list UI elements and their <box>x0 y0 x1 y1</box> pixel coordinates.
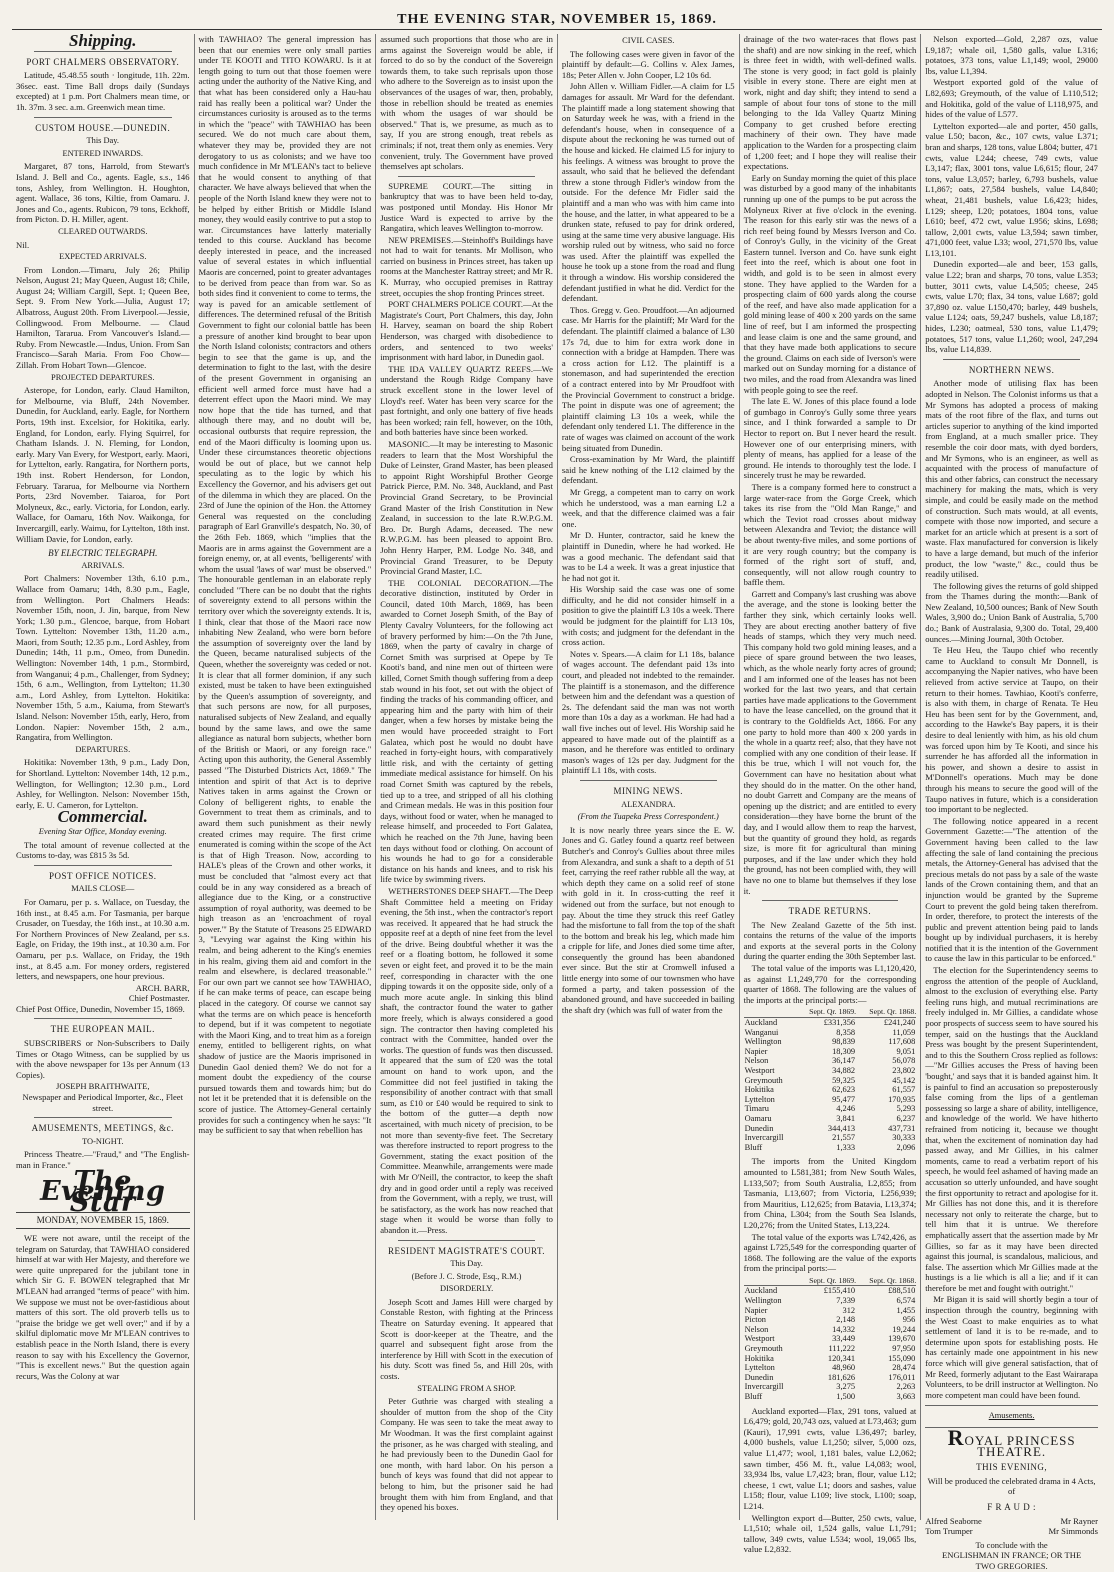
post-office-signoff: Chief Post Office, Dunedin, November 15, 1869. <box>16 1003 185 1014</box>
imports-port-cell: Nelson <box>744 1056 769 1066</box>
disorderly-heading: DISORDERLY. <box>439 1284 494 1294</box>
imports-row <box>744 1047 917 1057</box>
englishman-title: ENGLISHMAN IN FRANCE; OR THE <box>941 1550 1082 1561</box>
trade-text-3: The imports from the United Kingdom amounted to L581,381; from New South Wales, L133,507; from South Australia, L2,855; from Tasmania, L13,607; from Victoria, L256,939; from Mauritius, L12,625; from Batavia, L13,374; from China, L304; from the South Sea Islands, L20,276; from the United States, L13,224. <box>743 1156 917 1230</box>
imports-value-cell: 3,841 <box>836 1113 856 1123</box>
rm-court-before: (Before J. C. Strode, Esq., R.M.) <box>411 1271 522 1281</box>
exports-col-1868: Sept. Qr. 1868. <box>856 1276 916 1286</box>
amusements-heading-right: Amusements. <box>988 1411 1035 1421</box>
exports-value-cell: 33,449 <box>832 1334 856 1344</box>
postmaster-name: ARCH. BARR, <box>135 982 190 993</box>
stealing-text: Peter Guthrie was charged with stealing a shoulder of mutton from the shop of the City Company. He was seen to take the meat away to Mr Woodman. It was the first complaint against the prisoner, as he was charged with stealing, and he had previously been to the Dunedin Gaol for one month, with hard labor. On his person a bunch of keys was found that did not appear to belong to him, but the prisoner said he had brought them with him from England, and that they opened his boxes. <box>380 1396 553 1513</box>
exports-row <box>744 1344 917 1354</box>
observatory-heading: PORT CHALMERS OBSERVATORY. <box>26 56 180 67</box>
imports-value-cell: 30,333 <box>892 1133 916 1143</box>
lyttelton-exports: Lyttelton exported—ale and porter, 450 galls, value L50; bacon, &c., 107 cwts, value L371; bran and sharps, 128 tons, value L804; butter, 471 cwts, value L244; cheese, 749 cwts, value L3,147; flax, 3001 tons, value L6,615; flour, 247 tons, value L3,057; barley, 6,793 bushels, value L1,867; oats, 27,584 bushels, value L4,840; wheat, 21,481 bushels, value L6,423; hides, L129; sheep, L20; potatoes, 1804 tons, value L610; beef, 472 cwt, value L956; skins, L698; tallow, 2,001 cwts, value L3,594; sawn timber, 471,000 feet, value L33; wool, 271,570 lbs, value L13,101. <box>925 120 1098 258</box>
imports-value-cell: 11,059 <box>892 1027 916 1037</box>
imports-port-cell: Timaru <box>744 1104 769 1114</box>
exports-value-cell: 176,011 <box>888 1372 916 1382</box>
projected-departures-heading: PROJECTED DEPARTURES. <box>51 372 155 382</box>
exports-port-cell: Dunedin <box>744 1372 774 1382</box>
imports-col-port <box>744 1007 796 1017</box>
imports-row <box>744 1056 917 1066</box>
divider <box>398 1240 535 1241</box>
exports-port-cell: Wellington <box>744 1296 782 1306</box>
this-evening: THIS EVENING, <box>976 1462 1048 1473</box>
mining-continued-1: drainage of the two water-races that flows past the shaft) and are now sinking in the reef, which is three feet in width, with well-defined walls. The stone is very good; in fact gold is plainly visible in every stone. There are eight men at work, night and day shift; they intend to send a sample of about four tons of stone to the mill belonging to the Ida Valley Quartz Mining Company to get crushed before erecting machinery of their own. They have made application to the Warden for a prospecting claim of 1,200 feet; and I hope they will realise their expectations. <box>743 34 917 172</box>
masthead-title: THE EVENING STAR, NOVEMBER 15, 1869. <box>397 11 717 27</box>
imports-value-cell: 18,309 <box>832 1046 856 1056</box>
civil-case-7: His Worship said the case was one of some difficulty, and he did not consider himself in a position to give the plaintiff L3 10s a week. There would be judgment for the plaintiff for L13 10s, with costs; and judgment for the defendant in the cross action. <box>561 584 735 648</box>
exports-value-cell: 139,670 <box>888 1334 916 1344</box>
fraud-title: F R A U D : <box>987 1501 1036 1512</box>
column-2 <box>194 34 376 1520</box>
exports-value-cell: 6,574 <box>896 1296 916 1306</box>
imports-row <box>744 1104 917 1114</box>
imports-value-cell: 98,839 <box>832 1037 856 1047</box>
theatre-drop-cap: R <box>947 1425 965 1450</box>
divider <box>580 780 717 781</box>
exports-row <box>744 1286 917 1296</box>
trade-text-2: The total value of the imports was L1,120,420, as against L1,249,770 for the corresponding quarter of 1868. The following are the values of the imports at the principal ports:— <box>743 963 917 1005</box>
imports-row <box>744 1085 917 1095</box>
civil-cases-heading: CIVIL CASES. <box>622 36 675 45</box>
theatre-name: OYAL PRINCESS THEATRE. <box>964 1433 1076 1459</box>
mining-source: (From the Tuapeka Press Correspondent.) <box>577 812 719 822</box>
northern-news-1: Another mode of utilising flax has been adopted in Nelson. The Colonist informs us that a Mr Symons has adopted a process of making mats of the root fibre of the flax, and turns out articles superior to anything of the kind imported from England, at a much smaller price. They resemble the coir door mats, with dyed borders, and Mr Symons, who is an engineer, as well as acquainted with the process of manufacture of this and other fabrics, can construct the necessary machinery for making the mats, which is very simple, and could be easily made on the method of construction. Such mats would, at all events, compete with those now imported, and secure a market for an article which at present is a sort of waste. Flax manufactured for conversion is likely to have a large demand, but much of the inferior product, the low "waste," &c., could thus be readily utilised. <box>925 378 1098 580</box>
expected-arrivals-text: From London.—Timaru, July 26; Philip Nelson, August 21; May Queen, August 18; Chile, August 24; William Cargill, Sept. 1; Queen Bee, Sept. 9. From New York.—Julia, August 17; Albatross, August 20th. From Liverpool.—Jessie, Collingwood. From Melbourne. — Claud Hamilton, Tararua. From Vancouver's Island.—Ruby. From Newcastle.—Indus, Union. From San Francisco—Sarah Maria. From Foo Chow—Zillah. From Hobart Town—Glencoe. <box>16 264 190 371</box>
imports-port-cell: Oamaru <box>744 1113 772 1123</box>
exports-value-cell: 3,275 <box>836 1382 856 1392</box>
paper-title-block <box>16 1165 190 1218</box>
exports-row <box>744 1363 917 1373</box>
entered-inwards-heading: ENTERED INWARDS. <box>62 148 144 158</box>
trade-text-4: The total value of the exports was L742,426, as against L725,549 for the corresponding quarter of 1868. The following are the value of the exports from the principal ports:— <box>743 1231 917 1274</box>
cast-actor: Mr Rayner <box>1060 1515 1098 1526</box>
divider <box>925 1405 1098 1406</box>
exports-header-row <box>744 1276 917 1286</box>
civil-case-3: Thos. Gregg v. Geo. Proudfoot.—An adjourned case. Mr Harris for the plaintiff; Mr Ward for the defendant. The plaintiff claimed a balance of L30 17s 7d, due to him for extra work done in connection with a bridge at Hampden. There was a cross action for L12. The plaintiff is a stonemason, and had superintended the erection of a contract entered into by Mr Proudfoot with the Provincial Government to construct a bridge. The point in dispute was one of agreement; the plaintiff claiming L3 10s a week, while the defendant only tendered L1. The difference in the rate of wages was claimed on account of the work being situated from Dunedin. <box>561 304 735 453</box>
imports-value-cell: 6,237 <box>896 1113 916 1123</box>
this-day-label: This Day. <box>86 136 120 146</box>
quartz-reefs-paragraph: THE IDA VALLEY QUARTZ REEFS.—We understand the Rough Ridge Company have struck excellent stone in the lower level of Lloyd's reef. Water has been very scarce for the past fortnight, and only one battery of five heads has been worked; rain fell, however, on the 10th, and both batteries have since been worked. <box>380 363 553 438</box>
imports-value-cell: 170,935 <box>888 1094 916 1104</box>
exports-value-cell: 14,332 <box>832 1324 856 1334</box>
column-5 <box>739 34 921 1555</box>
european-mail-heading: THE EUROPEAN MAIL. <box>50 1024 155 1035</box>
imports-col-1869: Sept. Qr. 1869. <box>796 1007 856 1017</box>
imports-value-cell: 95,477 <box>832 1094 856 1104</box>
exports-port-cell: Hokitika <box>744 1353 774 1363</box>
alexandra-heading: ALEXANDRA. <box>621 799 676 809</box>
imports-value-cell: 45,142 <box>892 1075 916 1085</box>
divider <box>34 1018 172 1019</box>
imports-row <box>744 1037 917 1047</box>
exports-value-cell: 155,090 <box>888 1353 916 1363</box>
cleared-outwards-heading: CLEARED OUTWARDS. <box>58 226 148 236</box>
exports-port-cell: Picton <box>744 1315 766 1325</box>
divider <box>34 117 172 118</box>
arrivals-text: Port Chalmers: November 13th, 6.10 p.m., Wallace from Oamaru; 14th, 8.30 p.m., Eagle, from Wellington. Port Chalmers Heads: November 15th, noon, J. Jin, barque, from New York; 1.30 p.m., Glencoe, barque, from Hobart Town. Lyttelton: November 13th, 11.20 a.m., Maori, from South; 12.35 p.m., Lord Ashley, from Dunedin; 14th, 11 p.m., Omeo, from Dunedin. Wellington: November 14th, 1 p.m., Stormbird, from Wanganui; 4 p.m., Challenger, from Sydney; 15th, 6 a.m., Wellington, from Lyttelton; 11.30 a.m., Lord Ashley, from Lyttelton. Hokitika: November 15th, 5 a.m., Kaiuma, from Stewart's Island. Nelson: November 15th, early, Hero, from London. Napier: November 15th, 2 a.m., Rangatira, from Wellington. <box>16 573 190 743</box>
imports-value-cell: 4,246 <box>836 1104 856 1114</box>
imports-value-cell: 8,358 <box>836 1027 856 1037</box>
divider <box>762 900 899 901</box>
agent-name: JOSEPH BRAITHWAITE, <box>55 1081 150 1092</box>
imports-value-cell: 62,623 <box>832 1085 856 1095</box>
imports-port-cell: Bluff <box>744 1142 763 1152</box>
imports-port-cell: Lyttelton <box>744 1094 775 1104</box>
imports-port-cell: Auckland <box>744 1018 778 1028</box>
exports-port-cell: Napier <box>744 1305 768 1315</box>
imports-port-cell: Wanganui <box>744 1027 779 1037</box>
mining-continued-4: There is a company formed here to construct a large water-race from the Gorge Creek, which takes its rise from the "Old Man Range," and which the Teviot road crosses about midway between Alexandra and Teviot; the distance will be about twenty-five miles, and some portions of it are very rough country; but the company is formed of the right sort of stuff, and, consequently, will not allow rough country to baffle them. <box>743 481 917 588</box>
imports-row <box>744 1066 917 1076</box>
imports-header-row <box>744 1007 917 1017</box>
departures-heading: DEPARTURES. <box>75 744 131 754</box>
exports-col-port <box>744 1276 796 1286</box>
exports-port-cell: Invercargill <box>744 1382 784 1392</box>
northern-news-5: The election for the Superintendency seems to engross the attention of the people of Auckland, almost to the exclusion of everything else. Party feeling runs high, and mutual recriminations are freely indulged in. Mr Gillies, a candidate whose poor prospects of success seem to have soured his temper, said on the hustings that the Auckland Press was bought by the present Superintendent, and to this the Southern Cross replied as follows:—"Mr Gillies accuses the Press of having been 'bought,' and says that it is banded against him. It is painful to find an accusation so preposterously false coming from the lips of a gentleman possessing so large a share of ability, intelligence, and knowledge of the world. We have hitherto refrained from noticing it, because we thought that, when the excitement of nomination day had passed away, and Mr Gillies, in his calmer moments, came to read a verbatim report of his speech, he would feel ashamed of having made an accusation so utterly unfounded, and have sought the first opportunity to retract and apologise for it. Mr Gillies has not done this, and it is therefore necessary not only to reiterate the charge, but to tell him that it is untrue. We therefore emphatically assert that the assertion made by Mr Gillies, so far as it may have been directed against this journal, is scandalous, malicious, and false. The assertion which Mr Gillies made at the hustings is a lie which is all a lie; and if it can therefore be met and fought with outright." <box>925 965 1098 1293</box>
postmaster-title: Chief Postmaster. <box>128 993 190 1004</box>
colonial-decoration-paragraph: THE COLONIAL DECORATION.—The decorative distinction, instituted by Order in Council, dated 10th March, 1869, has been awarded to Cornet Joseph Smith, of the Bay of Plenty Cavalry Volunteers, for the following act of bravery performed by him:—On the 7th June, 1869, when the party of cavalry in charge of Cornet Smith was surprised at Opepe by Te Kooti's band, and nine men out of thirteen were killed, Cornet Smith though suffering from a deep stab wound in his foot, set out with the object of finding the tracks of his commanding officer, and appearing him and the party with him of their danger, when a few horses by mistake being the men would have proceeded straight to Fort Galatea, which post he would no doubt have reached in forty-eight hours, with comparatively little risk, and with the certainty of getting immediate medical assistance for himself. On his road Cornet Smith was captured by the rebels, tied up to a tree, and stripped of all his clothing and Crimean medals. He was in this position four days, without food or water, when he managed to release himself, and proceeded to Fort Galatea, which he reached on the 7th June, having been ten days without food or clothing. On account of his wounds he had to go for a considerable distance on his hands and knees, and to risk his life twice by swimming rivers. <box>380 577 553 885</box>
imports-row <box>744 1124 917 1134</box>
column-3 <box>375 34 557 1520</box>
imports-col-1868: Sept. Qr. 1868. <box>856 1007 916 1017</box>
agent-title: Newspaper and Periodical Importer, &c., Fleet street. <box>22 1092 184 1113</box>
imports-port-cell: Hokitika <box>744 1085 774 1095</box>
arrivals-heading: ARRIVALS. <box>81 560 125 570</box>
exports-value-cell: 120,341 <box>827 1353 856 1363</box>
civil-case-2: John Allen v. William Fidler.—A claim for L5 damages for assault. Mr Ward for the defendant. The plaintiff made a long statement showing that on Saturday week he was, with a friend in the defendant's house, when in consequence of a dispute about the reckoning he was turned out of the house and kicked. He claimed L5 for injury to his feelings. A witness was brought to prove the assault, who said that he believed the defendant threw a stone through Fidler's window from the outside. For the defence Mr Fidler said the plaintiff and a man who was with him came into the house, and the latter, in what appeared to be a drunken state, refused to pay for drink ordered, using at the same time very abusive language. His worship ruled out by witness, who said no force was used. After the plaintiff was expelled the house he took up a stone from the road and flung it through a window. His worship considered the defendant justified in what he did. Verdict for the defendant. <box>561 81 735 304</box>
imports-value-cell: 117,608 <box>888 1037 916 1047</box>
exports-port-cell: Bluff <box>744 1392 763 1401</box>
exports-port-cell: Lyttelton <box>744 1363 775 1373</box>
deep-shaft-paragraph: WETHERSTONES DEEP SHAFT.—The Deep Shaft Committee held a meeting on Friday evening, the 5th inst., when the contractor's report was received. It appeared that he had struck the opposite reef at a depth of nine feet from the level of the drive. Being doubtful whether it was the reef or a floating bottom, he followed it some seven or eight feet, and proved it to be the main reef, corresponding in character with the one dipping towards it on the opposite side, only of a much more acute angle. In sinking this blind shaft, the contractor found the water to gather more freely, which is always considered a good sign. The contractor then having completed his contract with the Committee, handed over the works. The question of funds was then discussed. It appeared that the sum of £20 was the total amount on hand to work upon, and the Committee did not feel justified in taking the responsibility of another contract with that small sum, as £10 or £40 would be required to sink to the bottom of the gutter—a depth now ascertained, with much nicety of precision, to be not more than seventy-five feet. The Secretary was therefore instructed to report progress to the Government, stating the exact position of the Committee. Meanwhile, arrangements were made with Mr O'Neill, the contractor, to keep the shaft dry and in good order until a reply was received from the Government, with a reply, we trust, will be satisfactory, as the work has now reached that stage when it would be worse than folly to abandon it.—Press. <box>380 885 553 1235</box>
imports-value-cell: 344,413 <box>827 1123 856 1133</box>
commercial-text: The total amount of revenue collected at the Customs to-day, was £815 3s 5d. <box>16 839 190 861</box>
mining-text: It is now nearly three years since the E. W. Jones and G. Gatley found a quartz reef between Butcher's and Conroy's Gullies about three miles from Alexandra, and sunk a shaft to a depth of 51 feet, carrying the reef rather rubble all the way, at which depth they came on a solid reef of stone with gold in it. In cross-cutting the reef it widened out from the surface, but not enough to pay. About the time they struck this reef Gatley had the misfortune to fall from the top of the shaft to the bottom and break his leg, which made him a cripple for life, and Jones died some time after, consequently the ground has been abandoned ever since. But the stir at Cromwell infused a little energy into some of our townsmen who have formed a party, and taken possession of the abandoned ground, and have succeeded in bailing the shaft dry (which was full of water from the <box>561 824 735 1015</box>
northern-news-heading: NORTHERN NEWS. <box>968 364 1055 375</box>
dunedin-exports: Dunedin exported—ale and beer, 153 galls, value L22; bran and sharps, 70 tons, value L353; butter, 3011 cwts, value L4,505; cheese, 245 cwts, value L70; flax, 34 tons, value L687; gold 37,890 oz. value L150,470; barley, 449 bushels, value L124; oats, 59,247 bushels, value L8,187; hides, L230; oatmeal, 530 tons, value L1,479; potatoes, 517 tons, value L1,260; wool, 247,294 lbs, value L14,839. <box>925 259 1098 355</box>
cast-row <box>925 1526 1098 1537</box>
exports-col-1869: Sept. Qr. 1869. <box>796 1276 856 1286</box>
exports-row <box>744 1392 917 1402</box>
civil-case-4: Cross-examination by Mr Ward, the plaintiff said he knew nothing of the L12 claimed by the defendant. <box>561 454 735 486</box>
page-masthead <box>12 10 1102 30</box>
mining-continued-2: Early on Sunday morning the quiet of this place was disturbed by a good many of the inhabitants running up one of the pumps to be put across the Molyneux River at five o'clock in the evening. The reason for this early stir was the news of a rich reef being found by Messrs Iverson and Co. of Conroy's Gully, in the vicinity of the Great Eastern tunnel. Iverson and Co. have sunk eight feet into the reef, which is about one foot in width, and gold is to be seen in almost every stone. They have applied to the Warden for a prospecting claim of 600 yards along the course of the reef, and have also made application for a gold mining lease of 400 x 200 yards on the same line of reef, but I am informed the prospecting and lease claim is one and the same ground, and that they have made both applications to secure the ground. Claims on each side of Iverson's were marked out on Sunday morning for a distance of two miles, and the road from Alexandra was lined with people going to see the reef. <box>743 172 917 395</box>
stealing-heading: STEALING FROM A SHOP. <box>417 1383 516 1393</box>
civil-case-6: Mr D. Hunter, contractor, said he knew the plaintiff in Dunedin, where he had worked. He was a good mechanic. The defendant said that was to be L4 a week. It was a great injustice that he had not got it. <box>561 530 735 583</box>
cleared-outwards-text: Nil. <box>16 239 30 250</box>
divider <box>398 176 535 177</box>
imports-value-cell: 9,051 <box>896 1046 916 1056</box>
post-office-text: For Oamaru, per p. s. Wallace, on Tuesday, the 16th inst., at 8.45 a.m. For Tasmania, per barque Crusader, on Tuesday, the 16th inst., at 10.30 a.m. For Northern Provinces of New Zealand, per s.s. Eagle, on Friday, the 19th inst., at 10.30 a.m. For Oamaru, per p.s. Wallace, on Friday, the 19th inst., at 8.45 a.m. For money orders, registered letters, and newspapers, one hour previous. <box>16 896 190 982</box>
exports-value-cell: 2,148 <box>836 1315 856 1325</box>
trade-returns-heading: TRADE RETURNS. <box>788 906 872 917</box>
exports-value-cell: 19,244 <box>892 1324 916 1334</box>
exports-value-cell: 28,474 <box>892 1363 916 1373</box>
trade-text-5: Auckland exported—Flax, 291 tons, valued at L6,479; gold, 20,743 ozs, valued at L73,463; gum (Kauri), 17,991 cwts, value L36,497; barley, 4,000 bushels, value L1,250; silver, 5,000 ozs, value L1,477; wool, 1,181 bales, value L2,062; sawn timber, 456 M. ft., value L4,083; wool, 33,934 lbs, value L7,423; bran, flour, value L12; cheese, 1 cwt, value L1; doors and sashes, value L158; flour, value L109; live stock, L100; soap, L214. <box>743 1405 917 1511</box>
civil-case-1: The following cases were given in favor of the plaintiff by default:—G. Collins v. Alex James, 18s; Peter Allen v. John Cooper, L2 10s 6d. <box>561 48 735 80</box>
exports-value-cell: £155,410 <box>823 1286 856 1296</box>
exports-value-cell: 3,663 <box>896 1392 916 1401</box>
rm-court-day: This Day. <box>450 1259 483 1269</box>
column-4 <box>557 34 739 1520</box>
exports-port-cell: Auckland <box>744 1286 778 1296</box>
supreme-court-paragraph: SUPREME COURT.—The sitting in bankruptcy that was to have been held to-day, was postponed until Monday. His Honor Mr Justice Ward is expected to arrive by the Rangatira, which leaves Wellington to-morrow. <box>380 180 553 234</box>
imports-body <box>744 1018 917 1153</box>
imports-port-cell: Greymouth <box>744 1075 783 1085</box>
entered-inwards-text: Margaret, 87 tons, Harrold, from Stewart's Island. J. Bell and Co., agents. Eagle, s.s., 146 tons, Ashley, from Wellington. H. Houghton, agent. Wallace, 36 tons, Kiltie, from Oamaru. J. Jones and Co., agents. Rubicon, 79 tons, Eckhoff, from Picton. D. H. Miller, agent. <box>16 161 190 225</box>
two-gregories-title: TWO GREGORIES. <box>975 1560 1048 1571</box>
amusements-heading: AMUSEMENTS, MEETINGS, &c. <box>31 1123 174 1134</box>
civil-case-5: Mr Gregg, a competent man to carry on work which he understood, was a man earning L2 a week, and that the difference claimed was a fair one. <box>561 486 735 529</box>
imports-value-cell: £241,240 <box>883 1018 916 1028</box>
exports-value-cell: £88,510 <box>888 1286 916 1296</box>
cast-actor: Mr Simmonds <box>1048 1526 1098 1537</box>
trade-text-1: The New Zealand Gazette of the 5th inst. contains the returns of the value of the imports and exports at the several ports in the Colony during the quarter ending the 30th September last. <box>743 919 917 962</box>
exports-row <box>744 1306 917 1316</box>
imports-value-cell: 61,557 <box>892 1085 916 1095</box>
divider <box>34 51 172 52</box>
leader-continued-text: with TAWHIAO? The general impression has been that our enemies were only small parties under TE KOOTI and TITO KOWARU. Is it at length going to turn out that those foemen were acting under the authority of the Native King, and that what has been considered only a Hau-hau raid has really been a political war? Under the circumstances curiosity is aroused as to the terms in which the "peace" with TAWHIAO has been secured. We do not much care about them, whatever they may be, provided they are not derogatory to us as colonists; and we have too much confidence in Mr M'LEAN's tact to believe that he would consent to anything of that character. We have always believed that when the people of the North Island knew they were not to be helped by either British or Middle Island money, they would easily contrive to put a stop to war. Circumstances have latterly materially tended to this course. Auckland has become deeply interested in peace, and the increased value of several estates in which influential Maoris are concerned, point to greater advantages to be derived from peace than from war. So as both sides find it convenient to come to terms, the way is paved for an amicable settlement of differences. The determined refusal of the British Government to fight our colonial battle has been a pressure of another kind brought to bear upon the North Island colonists; contractors and others begin to see that the game is up, and the determination to fight to the last, with the desire of the present Government in organising an efficient well armed force must have had a deterrent effect upon the Maori mind. We may now hope that the tide has turned, and that although there may, and no doubt will be, occasional outbursts that require repression, the end of the Maori difficulty is looming upon us. Under these circumstances theoretic objections would be out of place, but we cannot help speculating as to the logic by which his Excellency the Governor, and his advisers get out of the dilemma in which they are placed. On the 23rd of June the opinion of the Hon. the Attorney General was requested on the concluding paragraph of Earl Granville's despatch, No. 30, of the 26th Feb. 1869, which "implies that the Maoris are in arms against the Government are a foreign enemy, or, at all events, 'belligerents' with whom the usual 'laws of war' must be observed." The honourable gentleman in an elaborate reply concluded "There can be no doubt that the rights of sovereignty extend to all persons within the territory over which the sovereignty extends. It is, I think, clear that those of the Maori race now inhabiting New Zealand, who were born before the assumption of sovereignty over the land by the Queen, became naturalised subjects of the Queen, whether the sovereignty was ceded or not. It is clear that all former dominion, if any such existed, must be taken to have been extinguished by the Queen's assumption of sovereignty, and that such persons are now, for all purposes, naturalised subjects of New Zealand, and equally bound by the same laws, and owe the same allegiance as natural born subjects, whether born of the British or Maori, or any foreign race." Acting upon this authority, the General Assembly passed "The Disturbed Districts Act, 1869." The intention and spirit of that Act is to deprive Natives taken in arms against the Crown or Colony of belligerent rights, to enable the Government to treat them as criminals, and to award them such punishment as their newly created crimes may require. The first crime enumerated is coming within the scope of the Act is that of High Treason. Now, according to HALE's pleas of the Crown and other works, it must be concluded that "almost every act that could be in any way considered as a breach of allegiance due to the King, or a constructive assumption of royal authority, was deemed to be high treason as an 'encroachment of royal power.'" By the Statute of Treasons 25 EDWARD 3, "Levying war against the King within his realm, and being adherent to the King's enemies in his realm, giving them aid and comfort in the realm and elsewhere, is declared treasonable." For our own part we cannot see how TAWHIAO, if he can make terms of peace, can escape being placed in the category. Of course we cannot say what the terms are on which peace is henceforth to depend, but if it was competent to negotiate with the Maori King, and to treat him as a foreign enemy, entitled to belligerent rights, on what shadow of justice are the Maoris imprisoned in Dunedin Gaol denied them? We do not for a moment doubt the expediency of the course pursued towards them and towards him; but do not let it be pretended that it is defensible on the score of justice. The Attorney-General certainly provides for such a contingency when he says: "It may be sufficient to say that when rebellion has <box>198 34 372 1136</box>
exports-value-cell: 1,500 <box>836 1392 856 1401</box>
columns <box>12 31 1102 1571</box>
cast-role: Alfred Seaborne <box>925 1515 982 1526</box>
rm-court-heading: RESIDENT MAGISTRATE'S COURT. <box>388 1245 546 1256</box>
exports-port-cell: Nelson <box>744 1324 769 1334</box>
exports-body <box>744 1286 917 1402</box>
exports-value-cell: 111,222 <box>828 1344 856 1354</box>
exports-value-cell: 2,263 <box>896 1382 916 1392</box>
nelson-exports: Nelson exported—Gold, 2,287 ozs, value L9,187; whale oil, 1,580 galls, value L316; potatoes, 373 tons, value L1,149; wool, 29000 lbs, value L1,394. <box>925 34 1098 76</box>
exports-value-cell: 181,626 <box>827 1372 856 1382</box>
imports-value-cell: 36,147 <box>832 1056 856 1066</box>
imports-row <box>744 1133 917 1143</box>
exports-value-cell: 97,950 <box>892 1344 916 1354</box>
imports-table <box>744 1007 917 1152</box>
conclude-text: To conclude with the <box>975 1539 1048 1550</box>
cast-row <box>925 1516 1098 1527</box>
theatre-heading <box>925 1425 1098 1459</box>
observatory-text: Latitude, 45.48.55 south · longitude, 11h. 22m. 36sec. east. Time Ball drops daily (Sundays excepted) at 1 p.m. Port Chalmers mean time, or 1h. 37m. 3 sec. a.m. Greenwich mean time. <box>16 70 190 112</box>
westport-exports: Westport exported gold of the value of L82,693; Greymouth, of the value of L110,512; and Hokitika, gold of the value of L118,975, and hides of the value of L577. <box>925 77 1098 120</box>
tonight-label: TO-NIGHT. <box>82 1136 124 1146</box>
trade-text-6: Wellington export d—Butter, 250 cwts, value, L1,510; whale oil, 1,524 galls, value L1,791; tallow, 349 cwts, value L534; wool, 19,065 lbs, value L2,832. <box>743 1512 917 1555</box>
leader-conclusion-text: assumed such proportions that those who are in arms against the Sovereign would be able, if forced to do so by the conduct of the Sovereign towards them, to take such reprisals upon those who adhere to the Sovereign as to insist upon the observances of the usages of war, then, probably, those in rebellion should be treated as enemies with whom the usages of war should be observed." That is, we presume, as much as to say, If you are strong enough, treat rebels as criminals; if not, treat them only as enemies. Very convenient, truly. The Government have proved themselves apt scholars. <box>380 34 553 172</box>
exports-row <box>744 1382 917 1392</box>
expected-arrivals-heading: EXPECTED ARRIVALS. <box>59 252 147 262</box>
mails-close-label: MAILS CLOSE— <box>71 884 135 894</box>
divider <box>34 865 172 866</box>
paper-title: The Evening Star <box>40 1165 166 1218</box>
produce-text: Will be produced the celebrated drama in 4 Acts, of <box>927 1475 1096 1497</box>
departures-text: Hokitika: November 13th, 9 p.m., Lady Don, for Shortland. Lyttelton: November 14th, 12 p.m., Wellington, for Wellington; 12.30 p.m., Lord Ashley, for Wellington. Nelson: November 15th, early, E. U. Cameron, for Lyttelton. <box>16 757 190 810</box>
imports-port-cell: Invercargill <box>744 1133 784 1143</box>
mining-news-heading: MINING NEWS. <box>613 785 683 796</box>
northern-news-6: Mr Bigan it is said will shortly begin a tour of inspection through the country, beginning with the West Coast to make enquiries as to what settlement of land it is to be re-made, and to determine upon spots for establishing posts. He has certainly made one appointment in his new force which will give general satisfaction, that of Mr Reed, formerly adjutant to the East Wairarapa Volunteers, to be drill instructor at Wellington. No more competent man could have been found. <box>925 1294 1098 1400</box>
imports-value-cell: 1,333 <box>836 1142 856 1152</box>
new-premises-paragraph: NEW PREMISES.—Steinhoff's Buildings have not had to wait for tenants. Mr Mollison, who carried on business in Princes street, has taken up rooms at the Manchester Rattray street; and Mr R. K. Murray, who occupied premises in Rattray street, occupies the shop fronting Princes street. <box>380 234 553 298</box>
police-court-paragraph: PORT CHALMERS POLICE COURT.—At the Magistrate's Court, Port Chalmers, this day, John H. Harvey, seaman on board the ship Robert Henderson, was charged with disobedience to orders, and sentenced to two weeks' imprisonment with hard labor, in Dunedin gaol. <box>380 299 553 363</box>
imports-value-cell: 56,078 <box>892 1056 916 1066</box>
custom-house-heading: CUSTOM HOUSE.—DUNEDIN. <box>35 122 171 133</box>
commercial-heading: Commercial. <box>57 807 148 827</box>
column-1 <box>12 31 194 1520</box>
exports-value-cell: 48,960 <box>832 1363 856 1373</box>
exports-value-cell: 956 <box>902 1315 916 1325</box>
northern-news-2: The following gives the returns of gold shipped from the Thames during the month:—Bank of New Zealand, 10,500 ounces; Bank of New South Wales, 3,900 do.; Union Bank of Australia, 5,700 do.; Bank of Australasia, 9,300 do. Total, 29,400 ounces.—Mining Journal, 30th October. <box>925 580 1098 644</box>
exports-row <box>744 1354 917 1364</box>
imports-row <box>744 1028 917 1038</box>
imports-value-cell: 5,293 <box>896 1104 916 1114</box>
imports-value-cell: 21,557 <box>832 1133 856 1143</box>
imports-row <box>744 1114 917 1124</box>
post-office-heading: POST OFFICE NOTICES. <box>48 870 157 881</box>
leader-text: WE were not aware, until the receipt of the telegram on Saturday, that TAWHIAO considered himself at war with Her Majesty, and therefore we were quite unprepared for the jubilant tone in which Sir G. F. BOWEN telegraphed that Mr M'LEAN had arranged "terms of peace" with him. We suppose we must not be over-fastidious about matters of this sort. The old proverb tells us to "praise the bridge we get well over;" and if by a skilful diplomatic move Mr M'LEAN contrives to establish peace in the North Island, there is every reason to say with his Excellency the Governor, "This is excellent news." But the question again recurs, Was the Colony at war <box>16 1232 190 1381</box>
commercial-office: Evening Star Office, Monday evening. <box>38 826 167 836</box>
exports-table <box>744 1276 917 1402</box>
european-mail-text: SUBSCRIBERS or Non-Subscribers to Daily Times or Otago Witness, can be supplied by us with the above newspaper for 13s per Annum (13 Copies). <box>16 1038 190 1080</box>
imports-port-cell: Dunedin <box>744 1123 774 1133</box>
exports-port-cell: Westport <box>744 1334 775 1344</box>
disorderly-text: Joseph Scott and James Hill were charged by Constable Reston, with fighting at the Princess Theatre on Saturday evening. It appeared that Scott is door-keeper at the Theatre, and the quarrel and subsequent fight arose from the interference by Hill with Scott in the execution of his duty. Scott was fined 5s, and Hill 20s, with costs. <box>380 1296 553 1382</box>
exports-row <box>744 1325 917 1335</box>
imports-value-cell: 34,882 <box>832 1066 856 1075</box>
exports-row <box>744 1373 917 1383</box>
northern-news-4: The following notice appeared in a recent Government Gazette:—"The attention of the Government having been called to the law affecting the sale of land containing the precious metals, the Attorney-General has advised that the precious metals do not pass by a sale of the waste lands of the Crown containing them, and that an injunction would be granted by the Supreme Court to prevent the gold being taken therefrom. In order, therefore, to protect the interests of the public and prevent attention being paid to lands bought up by individual purchasers, it is hereby notified that it is the intention of the Government to cause the law in this particular to be enforced." <box>925 815 1098 964</box>
column-6 <box>920 34 1102 1571</box>
northern-news-3: Te Heu Heu, the Taupo chief who recently came to Auckland to consult Mr Donnell, is accompanying the Napier natives, who have been relieved from active service at Taupo, on their return to their homes. Tawhiao, Kooti's conferre, is also with them, in charge of Renata. Te Heu Heu has been sent for by the Government, and, according to the Hawke's Bay papers, it is their desire to deal leniently with him, as his old chum was forced upon him by Te Kooti, and since his surrender he has afforded all the information in his power, and shown a desire to assist in M'Donnell's operations. Much may be done through his means to secure the good will of the Taupo natives in future, which is a consideration too important to be neglected. <box>925 645 1098 815</box>
imports-row <box>744 1018 917 1028</box>
exports-value-cell: 1,455 <box>896 1305 916 1315</box>
projected-departures-text: Asterope, for London, early. Claud Hamilton, for Melbourne, via Bluff, 24th November. Dunedin, for Auckland, early. Eagle, for Northern Ports, 19th inst. Excelsior, for Hokitika, early. England, for London, early. Flying Squirrel, for Chatham Islands. J. N. Fleming, for London, early. Mary Van Every, for Westport, early. Maori, for Lyttelton, early. Rangatira, for Northern ports, 19th inst. Robert Henderson, for London, February. Tararua, for Melbourne via Northern Ports, 23rd November. Taiaroa, for Port Molyneux, &c., early. Victoria, for London, early. Wallace, for Oamaru, 16th Nov. Waikonga, for Invercargill, early. Waimu, for Lyttelton, 18th inst. William Davie, for London, early. <box>16 385 190 544</box>
exports-port-cell: Greymouth <box>744 1344 783 1354</box>
imports-value-cell: 23,802 <box>892 1066 916 1075</box>
imports-row <box>744 1076 917 1086</box>
imports-row <box>744 1095 917 1105</box>
imports-port-cell: Westport <box>744 1066 775 1075</box>
divider <box>943 359 1080 360</box>
cast-role: Tom Trumper <box>925 1526 973 1537</box>
imports-port-cell: Napier <box>744 1046 768 1056</box>
imports-value-cell: 59,325 <box>832 1075 856 1085</box>
shipping-heading: Shipping. <box>68 31 137 50</box>
masonic-paragraph: MASONIC.—It may be interesting to Masonic readers to learn that the Most Worshipful the Duke of Leinster, Grand Master, has been pleased to appoint Right Worshipful Brother George Patrick Pierce, P.M. No. 348, Auckland, and Past Provincial Grand Secretary, to be Provincial Grand Master of the Irish Constitution in New Zealand, in succession to the late R.W.P.G.M. Bro. Dr. Burgh Adams, deceased. The new R.W.P.G.M. has been pleased to appoint Bro. John Henry Harper, P.M. Lodge No. 348, and Provincial Grand Treasurer, to be Deputy Provincial Grand Master, I.C. <box>380 438 553 577</box>
imports-value-cell: 437,731 <box>888 1123 916 1133</box>
telegraph-heading: BY ELECTRIC TELEGRAPH. <box>48 548 158 559</box>
mining-continued-3: The late E. W. Jones of this place found a lode of gumbago in Conroy's Gully some three years since, and I think forwarded a sample to Dr Hector to report on. But I never heard the result. However one of our enterprising miners, with plenty of means, has applied for a lease of the ground. He intends to thoroughly test the lode. I sincerely trust he may be rewarded. <box>743 396 917 481</box>
divider <box>34 1117 172 1118</box>
imports-row <box>744 1143 917 1153</box>
exports-value-cell: 312 <box>842 1305 856 1315</box>
amusements-text: Princess Theatre.—"Fraud," and "The English-man in France." <box>16 1149 190 1170</box>
civil-case-8: Notes v. Spears.—A claim for L1 18s, balance of wages account. The defendant paid 13s into court, and pleaded not indebted to the remainder. The plaintiff is a stonemason, and the difference between him and the defendant was a question of 2s. The defendant said the man was not worth more than 10s a day as a workman. He had had a wall five inches out of level. His Worship said he appeared to have made out of the plaintiff as a mason, and he therefore was entitled to ordinary mason's wages of 12s per day. Judgment for the plaintiff L1 18s, with costs. <box>561 648 735 776</box>
imports-port-cell: Wellington <box>744 1037 782 1047</box>
exports-row <box>744 1296 917 1306</box>
mining-continued-5: Garrett and Company's last crushing was above the average, and the stone is looking better the farther they sink, which certainly looks well. They are about erecting another battery of five heads of stamps, which they very much need. This company hold two gold mining leases, and a piece of spare ground between the two leases, which, as the whole nearly forty acres of ground; and I am informed one of the leases has not been worked for the last two years, and that certain parties have made applications to the Government to have the lease cancelled, on the ground that it is contrary to the Goldfields Act, 1866. For any one party to hold more than 400 x 200 yards in the whole in a quartz reef; also, that they have not complied with any one condition of their lease. If this be true, which I will not vouch for, the Government can have no hesitation about what they should do in the matter. On the other hand, no doubt Garrett and Company are the means of opening up the district; and are entitled to every consideration—they have borne the brunt of the day, and I would allow them to reap the harvest, but the quantity of ground they hold, as regards size, is more fit for agricultural than mining purposes, and if the law under which they hold the ground, has not been complied with, they will have no one to blame but themselves if they lose it. <box>743 588 917 896</box>
imports-value-cell: 2,096 <box>896 1142 916 1152</box>
exports-row <box>744 1315 917 1325</box>
exports-row <box>744 1334 917 1344</box>
imports-value-cell: £331,356 <box>823 1018 856 1028</box>
dateline: MONDAY, NOVEMBER 15, 1869. <box>16 1212 190 1229</box>
exports-value-cell: 7,339 <box>836 1296 856 1306</box>
